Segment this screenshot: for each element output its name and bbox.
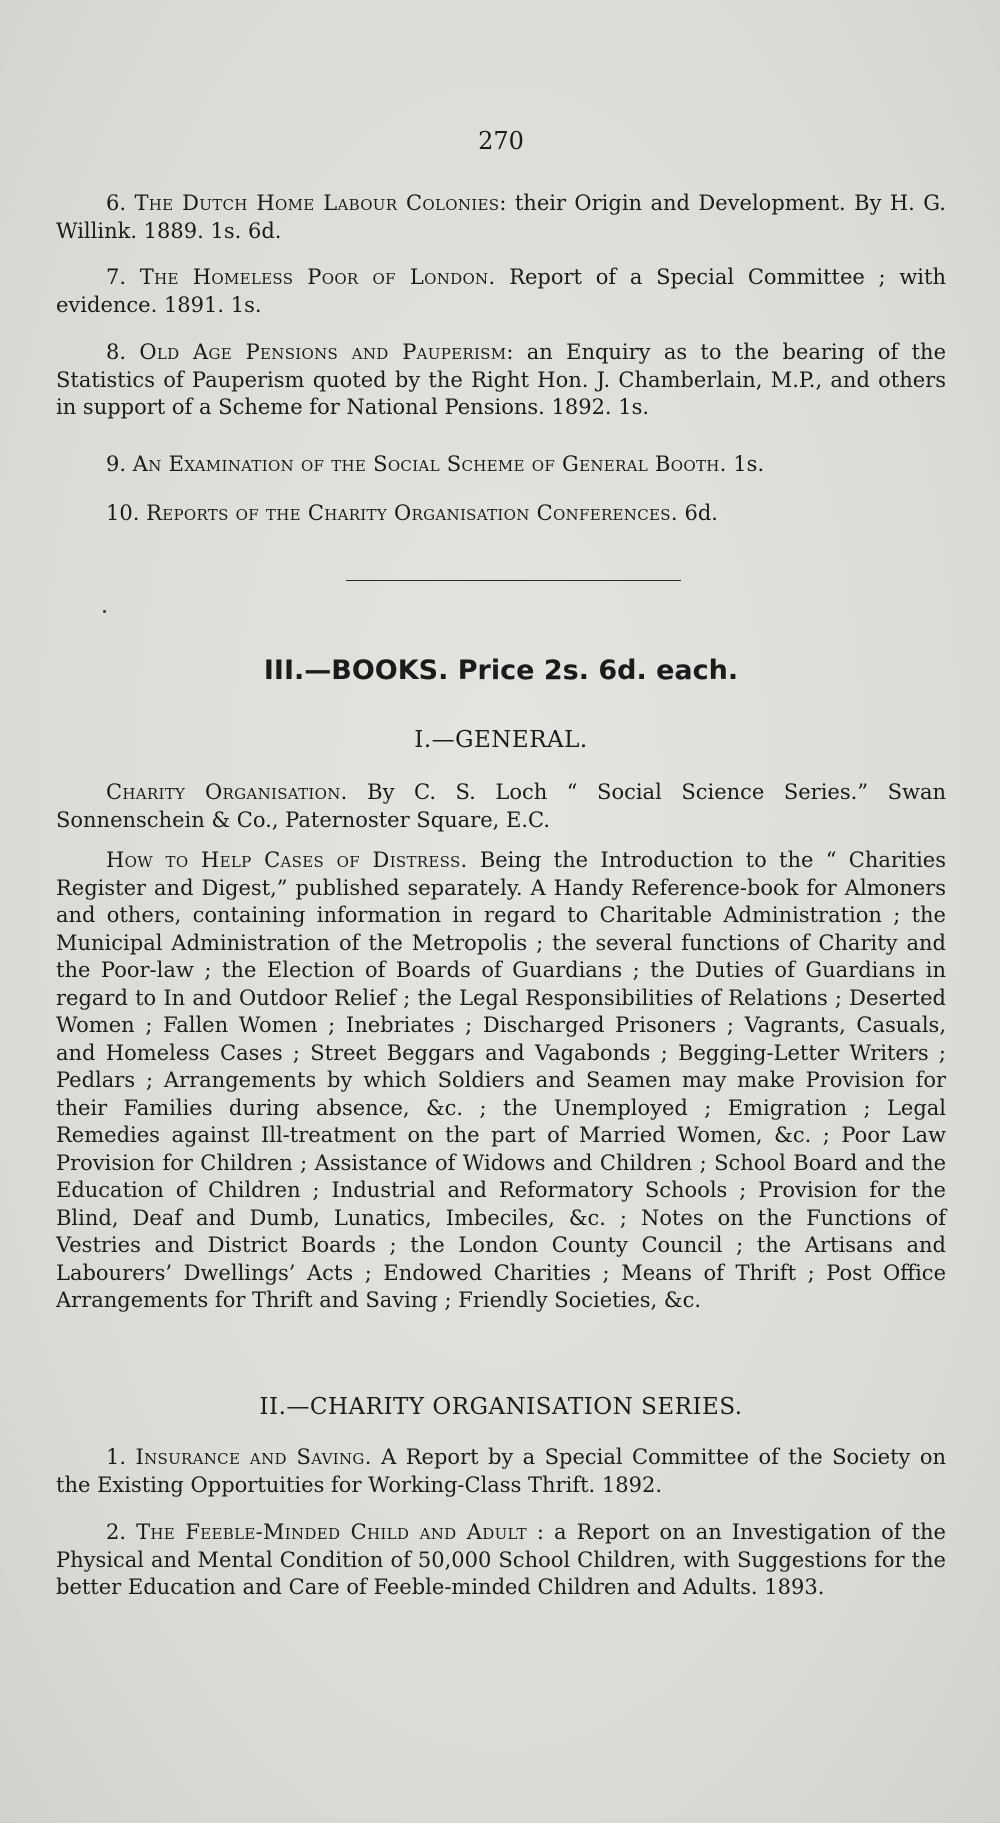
list-item: 7. The Homeless Poor of London. Report of a Special Committee ; with evidence. 1891. 1s. [56,265,946,317]
books-heading: III.—BOOKS. Price 2s. 6d. each. [263,655,739,686]
series-heading: II.—CHARITY ORGANISATION SERIES. [259,1394,743,1420]
print-speck [103,610,106,613]
list-item: 1. Insurance and Saving. A Report by a Special Committee of the Society on the Existing Opportuities for Working-Class Thrift. 1892. [56,1445,946,1497]
list-item: 2. The Feeble-Minded Child and Adult : a Report on an Investigation of the Physical and Mental Condition of 50,000 School Children, with Suggestions for the better Education and Care of Feeble-minded Children and Adults. 1893. [56,1520,946,1599]
list-item: 8. Old Age Pensions and Pauperism: an Enquiry as to the bearing of the Statistics of Pauperism quoted by the Right Hon. J. Chamberlain, M.P., and others in support of a Scheme for National Pensions. 1892. 1s. [56,340,946,419]
list-item: 9. An Examination of the Social Scheme of General Booth. 1s. [106,452,765,476]
general-heading: I.—GENERAL. [414,727,588,753]
section-divider [346,580,681,581]
page-number: 270 [478,127,524,155]
list-item: Charity Organisation. By C. S. Loch “ Social Science Series.” Swan Sonnenschein & Co., Paternoster Square, E.C. [56,780,946,832]
list-item: 10. Reports of the Charity Organisation Conferences. 6d. [106,501,718,525]
list-item: 6. The Dutch Home Labour Colonies: their Origin and Development. By H. G. Willink. 1889. 1s. 6d. [56,191,946,243]
list-item: How to Help Cases of Distress. Being the Introduction to the “ Charities Register and Digest,” published separately. A Handy Reference-book for Almoners and others, containing information in regard to Charitable Administration ; the Municipal Administration of the Metropolis ; the several functions of Charity and the Poor-law ; the Election of Boards of Guardians ; the Duties of Guardians in regard to In and Outdoor Relief ; the Legal Responsibilities of Relations ; Deserted Women ; Fallen Women ; Inebriates ; Discharged Prisoners ; Vagrants, Casuals, and Homeless Cases ; Street Beggars and Vagabonds ; Begging-Letter Writers ; Pedlars ; Arrangements by which Soldiers and Seamen may make Provision for their Families during absence, &c. ; the Unemployed ; Emigration ; Legal Remedies against Ill-treatment on the part of Married Women, &c. ; Poor Law Provision for Children ; Assistance of Widows and Children ; School Board and the Education of Children ; Industrial and Reformatory Schools ; Provision for the Blind, Deaf and Dumb, Lunatics, Imbeciles, &c. ; Notes on the Functions of Vestries and District Boards ; the London County Council ; the Artisans and Labourers’ Dwellings’ Acts ; Endowed Charities ; Means of Thrift ; Post Office Arrangements for Thrift and Saving ; Friendly Societies, &c. [56,848,946,1312]
